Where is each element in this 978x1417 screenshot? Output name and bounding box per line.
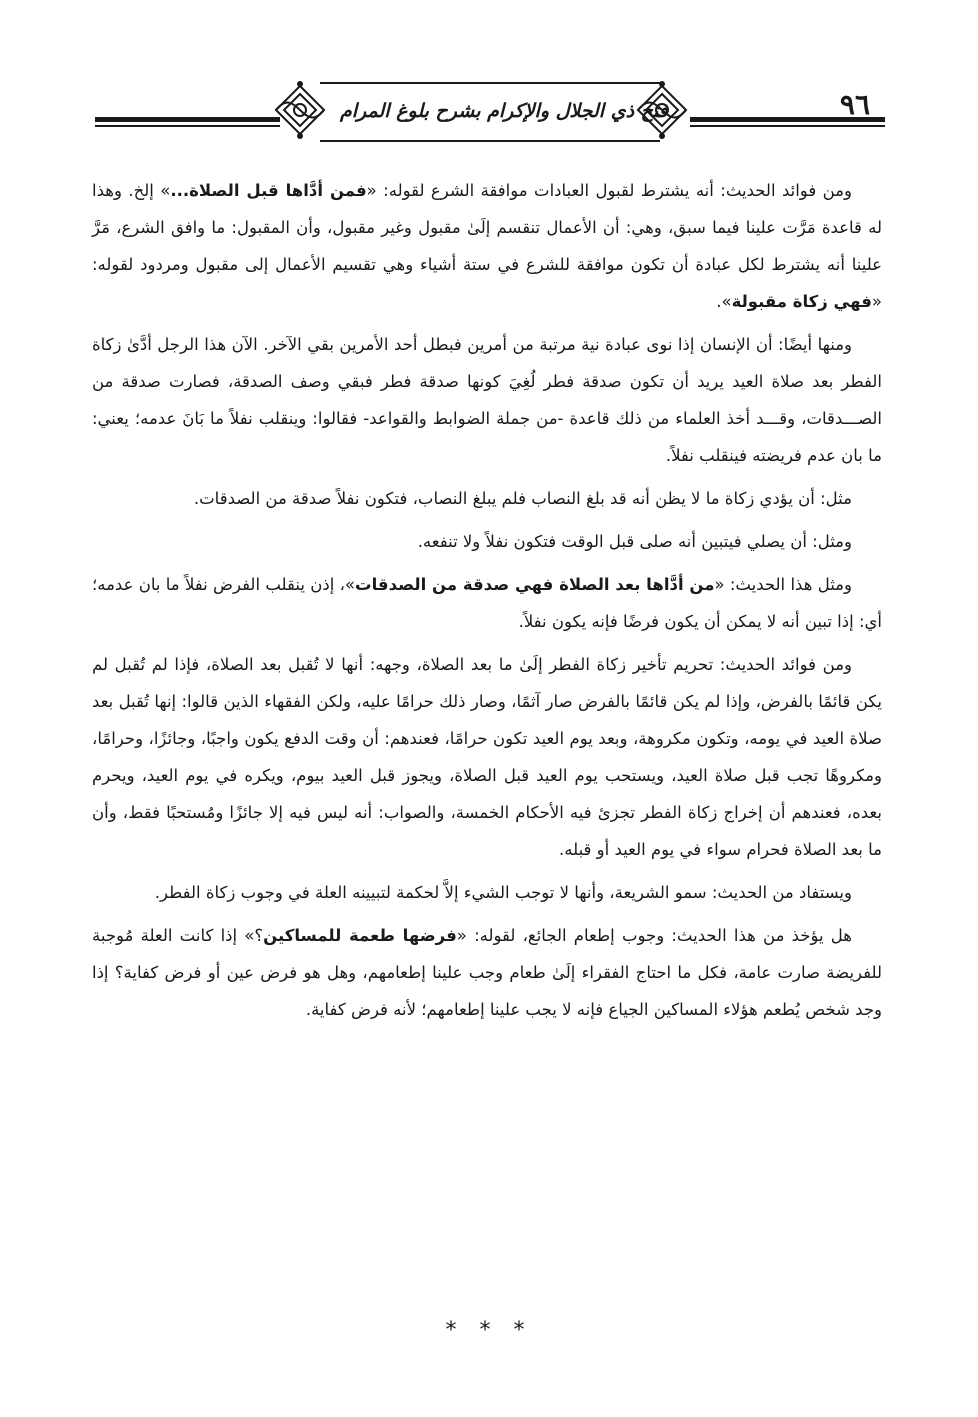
text-segment: ومثل: أن يصلي فيتبين أنه صلى قبل الوقت فتكون نفلاً ولا تنفعه.	[417, 532, 852, 551]
hadith-quote: فرضها طعمة للمساكين	[263, 926, 457, 945]
left-ornament-icon	[270, 80, 330, 140]
header-rule-left-thick	[95, 117, 280, 122]
header-rule-left-thin	[95, 125, 280, 127]
header-bottom-line	[320, 140, 660, 142]
paragraph	[92, 523, 882, 560]
text-segment: ويستفاد من الحديث: سمو الشريعة، وأنها لا توجب الشيء إلاَّ لحكمة لتبيينه العلة في وجوب زكاة الفطر.	[154, 883, 852, 902]
paragraph	[92, 326, 882, 474]
header-top-line	[320, 82, 660, 84]
text-segment: » إلخ. وهذا له قاعدة مَرَّت علينا فيما سبق، وهي: أن الأعمال تنقسم إلَىٰ مقبول وغير مقبول، وأن المقبول: ما وافق الشرع، مَرَّ علينا أنه يشترط لكل عبادة أن تكون موافقة للشرع في ستة أشياء وهي تقسيم الأعمال إلى مقبول ومردود لقوله: «	[92, 181, 882, 311]
header-rule-right-thin	[690, 125, 885, 127]
page-number: ٩٦	[839, 88, 870, 121]
hadith-quote: فمن أدَّاها قبل الصلاة...	[170, 181, 367, 200]
main-text	[92, 172, 882, 1034]
text-segment: مثل: أن يؤدي زكاة ما لا يظن أنه قد بلغ النصاب فلم يبلغ النصاب، فتكون نفلاً صدقة من الصدقات.	[193, 489, 852, 508]
paragraph	[92, 480, 882, 517]
text-segment: هل يؤخذ من هذا الحديث: وجوب إطعام الجائع، لقوله: «	[456, 926, 853, 945]
running-title: فتح ذي الجلال والإكرام بشرح بلوغ المرام	[340, 100, 668, 122]
text-segment: »، إذن ينقلب الفرض نفلاً ما بان عدمه؛ أي: إذا تبين أنه لا يمكن أن يكون فرضًا فإنه يكون نفلاً.	[92, 575, 882, 631]
text-segment: ومن فوائد الحديث: تحريم تأخير زكاة الفطر إلَىٰ ما بعد الصلاة، وجهه: أنها لا تُقبل بعد الصلاة، فإذا لم تُقبل لم يكن قائمًا بالفرض، وإذا لم يكن قائمًا بالفرض صار آثمًا، وصار ذلك حرامًا عليه، ولكن الفقهاء الذين قالوا: إنها تُقبل بعد صلاة العيد في يومه، وتكون مكروهة، وبعد يوم العيد تكون حرامًا، فعندهم: أن وقت الدفع يكون واجبًا، وجائزًا، وحرامًا، ومكروهًا تجب قبل صلاة العيد، ويستحب يوم العيد قبل الصلاة، ويجوز قبل العيد بيوم، ويكره في يوم العيد، ويحرم بعده، فعندهم أن إخراج زكاة الفطر تجزئ فيه الأحكام الخمسة، والصواب: أنه ليس فيه إلا جائزًا ومُستحبًا فقط، وأن ما بعد الصلاة فحرام سواء في يوم العيد أو قبله.	[92, 655, 882, 859]
page-header	[0, 60, 978, 170]
paragraph	[92, 172, 882, 320]
hadith-quote: من أدَّاها بعد الصلاة فهي صدقة من الصدقات	[355, 575, 715, 594]
text-segment: ومنها أيضًا: أن الإنسان إذا نوى عبادة نية مرتبة من أمرين فبطل أحد الأمرين بقي الآخر. الآن هذا الرجل أدَّىٰ زكاة الفطر بعد صلاة العيد يريد أن تكون صدقة فطر لُغِيَ كونها صدقة فطر فبقي وصف الصدقة، فصارت صدقة من الصـــدقات، وقـــد أخذ العلماء من ذلك قاعدة -من جملة الضوابط والقواعد- فقالوا: وينقلب نفلاً ما بَانَ عدمه؛ يعني: ما بان عدم فريضته فينقلب نفلاً.	[92, 335, 882, 465]
paragraph	[92, 566, 882, 640]
paragraph	[92, 874, 882, 911]
text-segment: ومن فوائد الحديث: أنه يشترط لقبول العبادات موافقة الشرع لقوله: «	[366, 181, 852, 200]
text-segment: ؟» إذا كانت العلة مُوجبة للفريضة صارت عامة، فكل ما احتاج الفقراء إلَىٰ طعام وجب علينا إطعامهم، وهل هو فرض عين أو فرض كفاية؟ إذا وجد شخص يُطعم هؤلاء المساكين الجياع فإنه لا يجب علينا إطعامهم؛ لأنه فرض كفاية.	[92, 926, 882, 1019]
text-segment: ».	[716, 292, 732, 311]
paragraph	[92, 646, 882, 868]
paragraph	[92, 917, 882, 1028]
hadith-quote: فهي زكاة مقبولة	[731, 292, 872, 311]
text-segment: ومثل هذا الحديث: «	[714, 575, 852, 594]
section-separator: * * *	[445, 1318, 533, 1343]
